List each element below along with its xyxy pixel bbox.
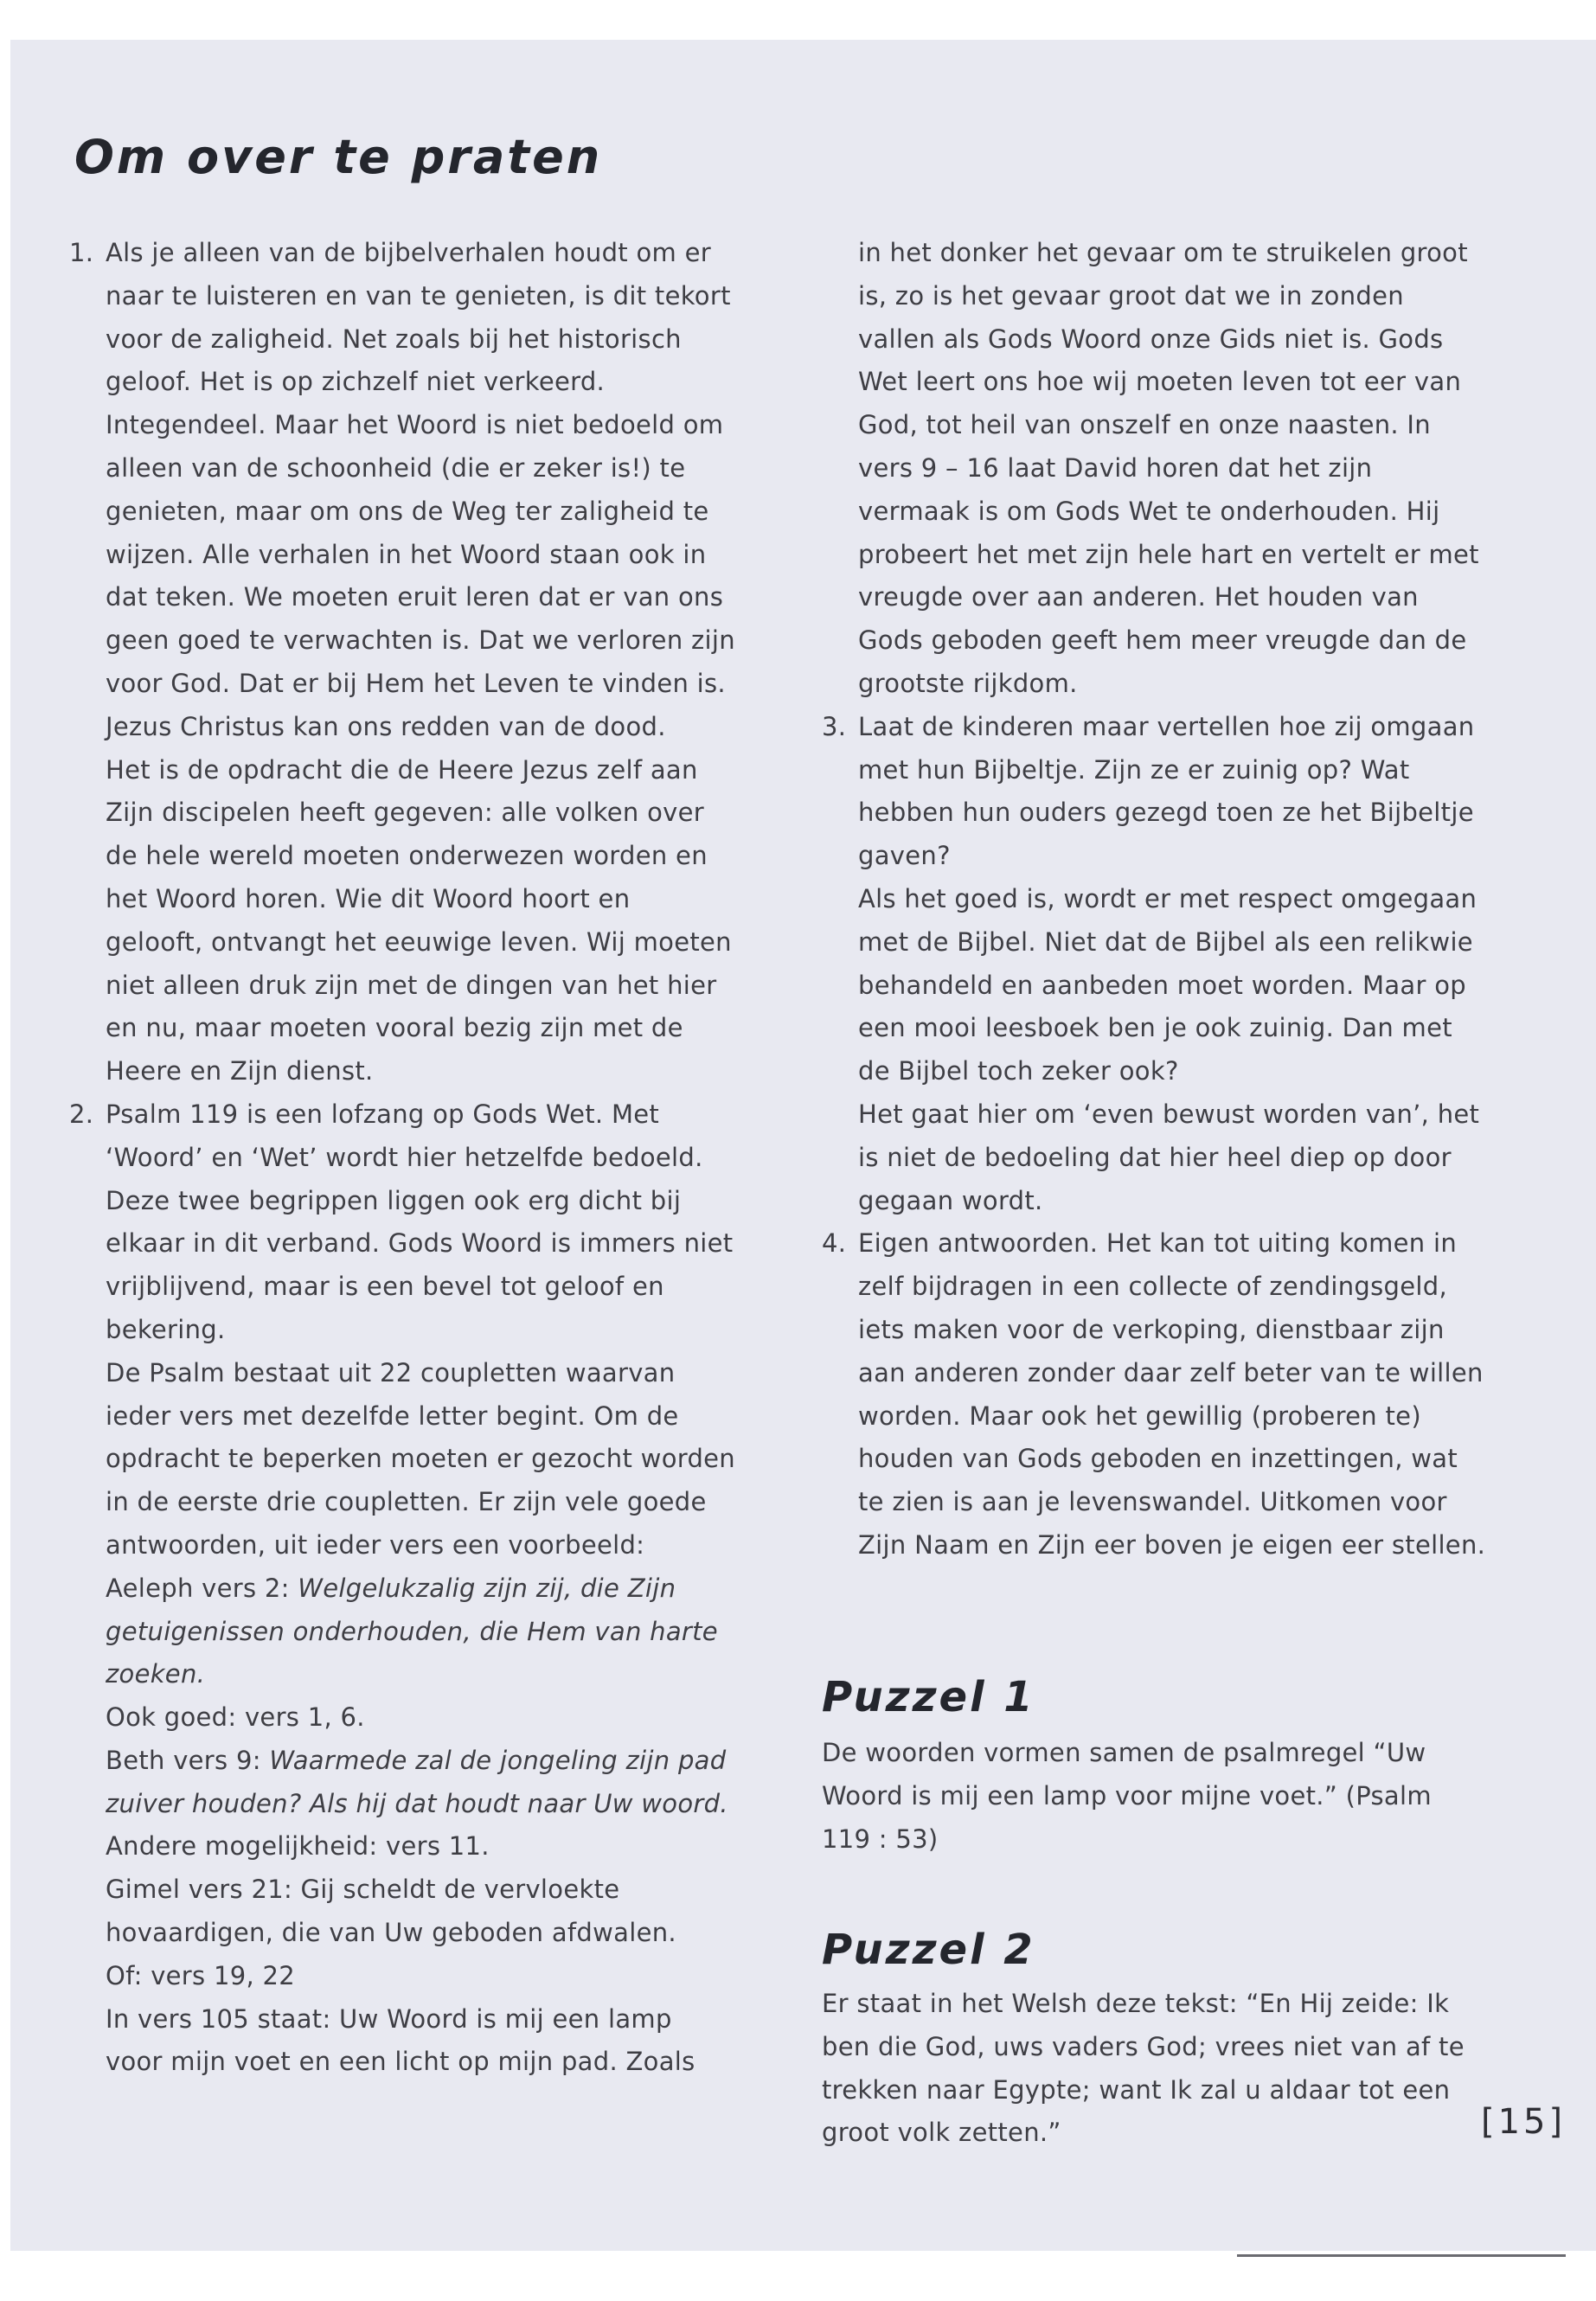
verse-example — [106, 1740, 735, 1826]
answer-paragraph: in het donker het gevaar om te struikelen groot is, zo is het gevaar groot dat we in zonden vallen als Gods Woord onze Gids niet is. Gods Wet leert ons hoe wij moeten leven tot eer van God, tot heil van onszelf en onze naasten. In vers 9 – 16 laat David horen dat het zijn vermaak is om Gods Wet te onderhouden. Hij probeert het met zijn hele hart en vertelt er met vreugde over aan anderen. Het houden van Gods geboden geeft hem meer vreugde dan de grootste rijkdom. — [858, 238, 1479, 698]
answer-paragraph: Psalm 119 is een lofzang op Gods Wet. Met ‘Woord’ en ‘Wet’ wordt hier hetzelfde bedoeld. Deze twee begrippen liggen ook erg dicht bij elkaar in dit verband. Gods Woord is immers niet vrijblijvend, maar is een bevel tot geloof en bekering. — [106, 1099, 734, 1344]
verse-quote: Waarmede zal de jongeling zijn pad zuiver houden? Als hij dat houdt naar Uw woord. — [106, 1745, 728, 1818]
answer-number: 1. — [69, 238, 94, 267]
answer-paragraph: Eigen antwoorden. Het kan tot uiting komen in zelf bijdragen in een collecte of zendingsgeld, iets maken voor de verkoping, dienstbaar zijn aan anderen zonder daar zelf beter van te willen worden. Maar ook het gewillig (proberen te) houden van Gods geboden en inzettingen, wat te zien is aan je levenswandel. Uitkomen voor Zijn Naam en Zijn eer boven je eigen eer stellen. — [858, 1228, 1486, 1560]
answer-2 — [69, 1093, 735, 2084]
verse-label: Beth vers 9: — [106, 1745, 270, 1775]
answer-number: 3. — [822, 711, 847, 741]
puzzel-2-answer: Er staat in het Welsh deze tekst: “En Hij zeide: Ik ben die God, uws vaders God; vrees niet van af te trekken naar Egypte; want Ik zal u aldaar tot een groot volk zetten.” — [822, 1989, 1465, 2148]
answer-paragraph: In vers 105 staat: Uw Woord is mij een lamp voor mijn voet en een licht op mijn pad. Zoals — [106, 2003, 695, 2077]
answer-paragraph: Het is de opdracht die de Heere Jezus zelf aan Zijn discipelen heeft gegeven: alle volken over de hele wereld moeten onderwezen worden en het Woord horen. Wie dit Woord hoort en gelooft, ontvangt het eeuwige leven. Wij moeten niet alleen druk zijn met de dingen van het hier en nu, maar moeten vooral bezig zijn met de Heere en Zijn dienst. — [106, 754, 732, 1086]
answer-line: Gimel vers 21: Gij scheldt de vervloekte hovaardigen, die van Uw geboden afdwalen. — [106, 1875, 676, 1948]
section-heading: Om over te praten — [74, 130, 603, 184]
puzzel-2-heading: Puzzel 2 — [822, 1926, 1035, 1974]
answer-number: 4. — [822, 1228, 847, 1259]
answer-paragraph: De Psalm bestaat uit 22 coupletten waarvan ieder vers met dezelfde letter begint. Om de opdracht te beperken moeten er gezocht worden in de eerste drie coupletten. Er zijn vele goede antwoorden, uit ieder vers een voorbeeld: — [106, 1357, 735, 1560]
verse-label: Aeleph vers 2: — [106, 1573, 298, 1603]
answer-line: Of: vers 19, 22 — [106, 1960, 295, 1990]
puzzel-1-answer: De woorden vormen samen de psalmregel “Uw Woord is mij een lamp voor mijne voet.” (Psalm 119 : 53) — [822, 1738, 1432, 1854]
answer-paragraph: Als je alleen van de bijbelverhalen houdt om er naar te luisteren en van te genieten, is dit tekort voor de zaligheid. Net zoals bij het historisch geloof. Het is op zichzelf niet verkeerd. Integendeel. Maar het Woord is niet bedoeld om alleen van de schoonheid (die er zeker is!) te genieten, maar om ons de Weg ter zaligheid te wijzen. Alle verhalen in het Woord staan ook in dat teken. We moeten eruit leren dat er van ons geen goed te verwachten is. Dat we verloren zijn voor God. Dat er bij Hem het Leven te vinden is. Jezus Christus kan ons redden van de dood. — [106, 238, 735, 741]
puzzel-1-heading: Puzzel 1 — [822, 1673, 1035, 1721]
answer-paragraph: Laat de kinderen maar vertellen hoe zij omgaan met hun Bijbeltje. Zijn ze er zuinig op? Wat hebben hun ouders gezegd toen ze het Bijbeltje gaven? — [858, 711, 1475, 871]
answer-paragraph: Het gaat hier om ‘even bewust worden van’, het is niet de bedoeling dat hier heel diep op door gegaan wordt. — [858, 1099, 1480, 1215]
answer-number: 2. — [69, 1099, 94, 1129]
answer-3 — [822, 706, 1488, 1223]
answer-line: Andere mogelijkheid: vers 11. — [106, 1831, 490, 1862]
bottom-rule — [1237, 2254, 1566, 2257]
verse-quote: Welgelukzalig zijn zij, die Zijn getuigenissen onderhouden, die Hem van harte zoeken. — [106, 1573, 718, 1689]
right-column — [822, 232, 1488, 1567]
left-column — [69, 232, 735, 2084]
answer-line: Ook goed: vers 1, 6. — [106, 1702, 365, 1733]
verse-example — [106, 1567, 735, 1696]
page-number: [15] — [1481, 2102, 1567, 2142]
answer-1 — [69, 232, 735, 1093]
answer-4 — [822, 1222, 1488, 1567]
answer-paragraph: Als het goed is, wordt er met respect omgegaan met de Bijbel. Niet dat de Bijbel als een relikwie behandeld en aanbeden moet worden. Maar op een mooi leesboek ben je ook zuinig. Dan met de Bijbel toch zeker ook? — [858, 883, 1477, 1086]
